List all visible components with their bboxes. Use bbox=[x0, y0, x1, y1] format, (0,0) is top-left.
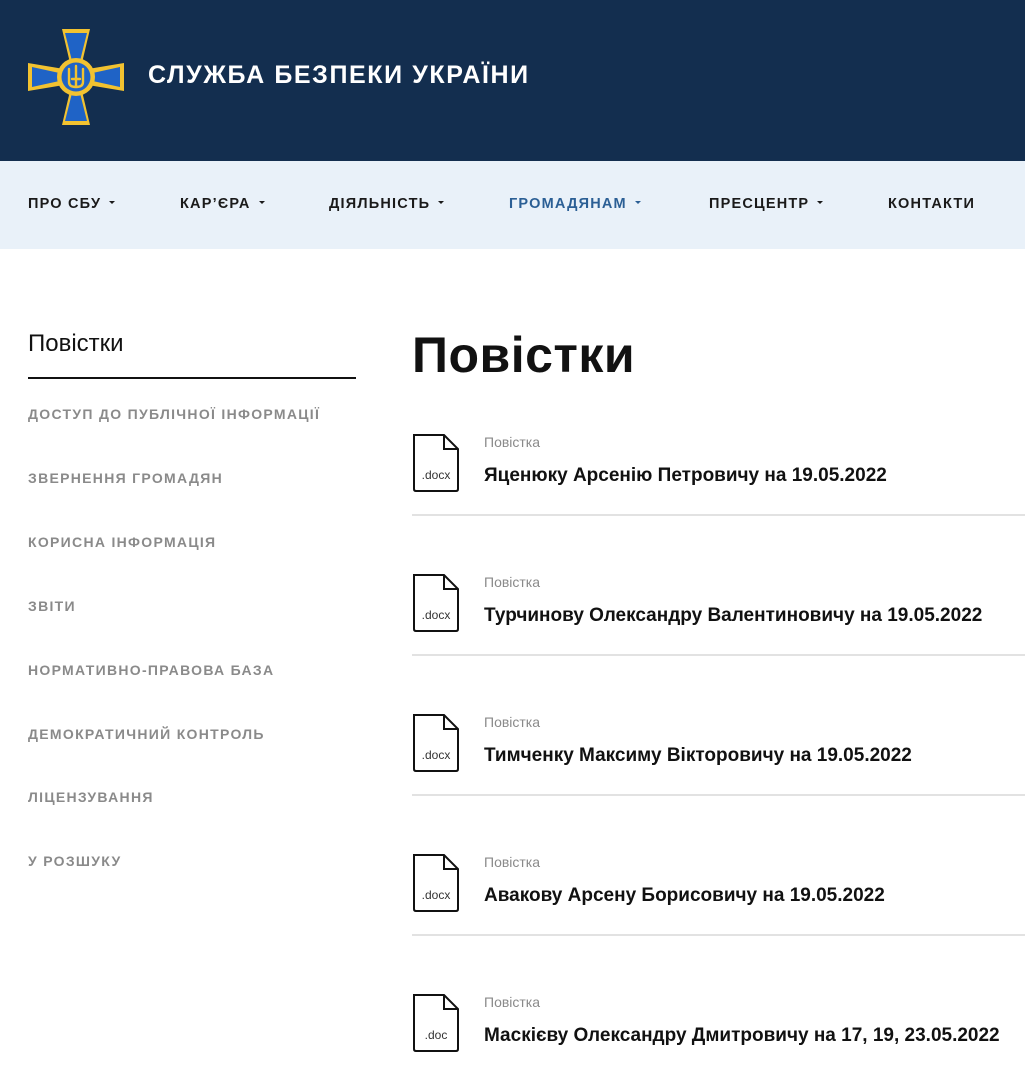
nav-item-career[interactable] bbox=[180, 161, 265, 249]
document-file-icon[interactable] bbox=[412, 853, 460, 913]
document-file-icon[interactable] bbox=[412, 713, 460, 773]
nav-item-activity[interactable] bbox=[329, 161, 444, 249]
document-title-link[interactable]: Турчинову Олександру Валентиновичу на 19.05.2022 bbox=[484, 605, 983, 626]
sbu-emblem-icon[interactable] bbox=[26, 27, 126, 127]
divider bbox=[412, 934, 1025, 936]
site-header bbox=[0, 0, 1025, 161]
sidebar-link-licensing[interactable]: ЛІЦЕНЗУВАННЯ bbox=[28, 789, 154, 805]
document-category: Повістка bbox=[484, 714, 541, 730]
document-item bbox=[412, 993, 1025, 1072]
nav-item-citizens[interactable] bbox=[509, 161, 641, 249]
sidebar-divider bbox=[28, 377, 356, 379]
document-category: Повістка bbox=[484, 574, 541, 590]
document-category: Повістка bbox=[484, 994, 541, 1010]
nav-item-press-center[interactable] bbox=[709, 161, 823, 249]
caret-down-icon bbox=[259, 201, 265, 204]
document-file-icon[interactable] bbox=[412, 573, 460, 633]
document-item bbox=[412, 713, 1025, 853]
divider bbox=[412, 794, 1025, 796]
file-extension: .docx bbox=[421, 888, 451, 902]
site-title[interactable]: СЛУЖБА БЕЗПЕКИ УКРАЇНИ bbox=[148, 61, 530, 89]
caret-down-icon bbox=[817, 201, 823, 204]
sidebar-link-reports[interactable]: ЗВІТИ bbox=[28, 598, 76, 614]
caret-down-icon bbox=[438, 201, 444, 204]
nav-item-label: ПРЕСЦЕНТР bbox=[709, 196, 810, 212]
nav-item-label: КАР’ЄРА bbox=[180, 196, 251, 212]
sidebar-link-legal-base[interactable]: НОРМАТИВНО-ПРАВОВА БАЗА bbox=[28, 662, 275, 678]
sidebar-link-public-info[interactable]: ДОСТУП ДО ПУБЛІЧНОЇ ІНФОРМАЦІЇ bbox=[28, 406, 321, 422]
nav-item-about[interactable] bbox=[28, 161, 115, 249]
divider bbox=[412, 654, 1025, 656]
nav-item-contacts[interactable] bbox=[888, 161, 975, 249]
file-extension: .docx bbox=[421, 468, 451, 482]
sidebar-title: Повістки bbox=[28, 330, 124, 357]
sidebar-link-useful-info[interactable]: КОРИСНА ІНФОРМАЦІЯ bbox=[28, 534, 217, 550]
caret-down-icon bbox=[635, 201, 641, 204]
document-file-icon[interactable] bbox=[412, 433, 460, 493]
caret-down-icon bbox=[109, 201, 115, 204]
main-nav bbox=[0, 161, 1025, 249]
document-item bbox=[412, 853, 1025, 993]
document-title-link[interactable]: Тимченку Максиму Вікторовичу на 19.05.2022 bbox=[484, 745, 912, 766]
document-item bbox=[412, 433, 1025, 573]
document-category: Повістка bbox=[484, 854, 541, 870]
document-file-icon[interactable] bbox=[412, 993, 460, 1053]
sidebar-link-democratic-control[interactable]: ДЕМОКРАТИЧНИЙ КОНТРОЛЬ bbox=[28, 726, 265, 742]
sidebar-link-wanted[interactable]: У РОЗШУКУ bbox=[28, 853, 122, 869]
nav-item-label: ПРО СБУ bbox=[28, 196, 102, 212]
nav-item-label: ДІЯЛЬНІСТЬ bbox=[329, 196, 431, 212]
page-title: Повістки bbox=[412, 327, 636, 383]
nav-item-label: КОНТАКТИ bbox=[888, 196, 976, 212]
file-extension: .docx bbox=[421, 608, 451, 622]
document-category: Повістка bbox=[484, 434, 541, 450]
document-title-link[interactable]: Маскієву Олександру Дмитровичу на 17, 19, 23.05.2022 bbox=[484, 1025, 1000, 1046]
document-title-link[interactable]: Авакову Арсену Борисовичу на 19.05.2022 bbox=[484, 885, 885, 906]
file-extension: .docx bbox=[421, 748, 451, 762]
document-title-link[interactable]: Яценюку Арсенію Петровичу на 19.05.2022 bbox=[484, 465, 887, 486]
document-item bbox=[412, 573, 1025, 713]
divider bbox=[412, 514, 1025, 516]
file-extension: .doc bbox=[424, 1028, 448, 1042]
nav-item-label: ГРОМАДЯНАМ bbox=[509, 196, 627, 212]
sidebar-link-citizen-appeals[interactable]: ЗВЕРНЕННЯ ГРОМАДЯН bbox=[28, 470, 223, 486]
